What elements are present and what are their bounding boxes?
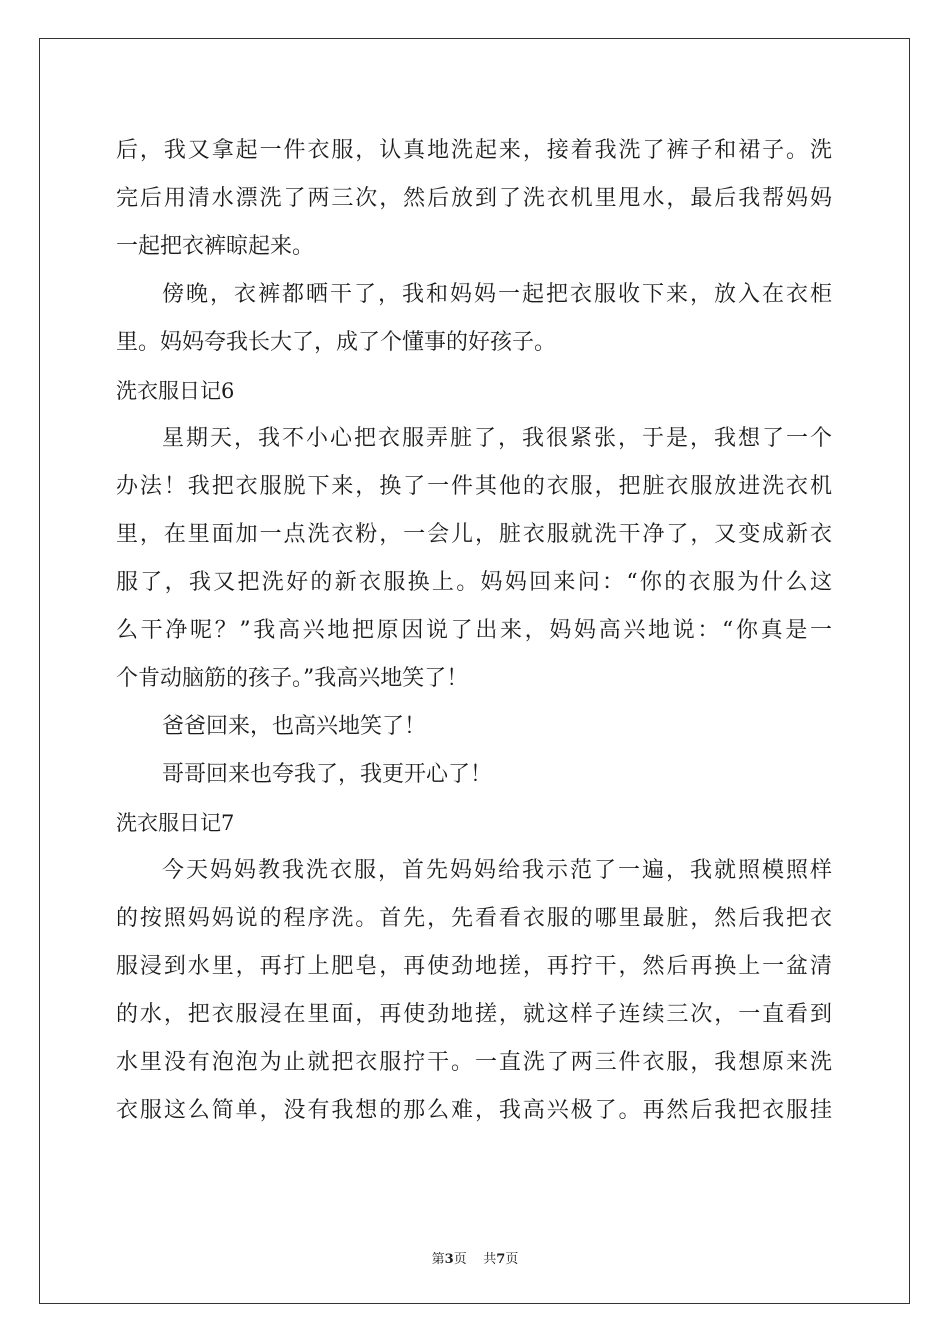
text-line: 个肯动脑筋的孩子。”我高兴地笑了！ — [116, 666, 469, 691]
text-line: 今天妈妈教我洗衣服，首先妈妈给我示范了一遍，我就照模照样 — [162, 858, 832, 883]
page-total: 7 — [496, 1252, 506, 1267]
text-line: 水里没有泡泡为止就把衣服拧干。一直洗了两三件衣服，我想原来洗 — [116, 1050, 832, 1075]
text-line: 的水，把衣服浸在里面，再使劲地搓，就这样子连续三次，一直看到 — [116, 1002, 832, 1027]
text-line: 办法！我把衣服脱下来，换了一件其他的衣服，把脏衣服放进洗衣机 — [116, 474, 832, 499]
section-heading: 洗衣服日记6 — [116, 379, 235, 403]
text-line: 里。妈妈夸我长大了，成了个懂事的好孩子。 — [116, 330, 557, 355]
text-line: 么干净呢？”我高兴地把原因说了出来，妈妈高兴地说：“你真是一 — [116, 618, 832, 643]
footer-prefix: 第 — [431, 1252, 445, 1267]
text-line: 服了，我又把洗好的新衣服换上。妈妈回来问：“你的衣服为什么这 — [116, 570, 832, 595]
footer-total-suffix: 页 — [505, 1252, 519, 1267]
footer-total-prefix: 共 — [483, 1252, 497, 1267]
text-line: 服浸到水里，再打上肥皂，再使劲地搓，再拧干，然后再换上一盆清 — [116, 954, 832, 979]
page-number: 3 — [444, 1252, 454, 1267]
text-line: 后，我又拿起一件衣服，认真地洗起来，接着我洗了裤子和裙子。洗 — [116, 138, 832, 163]
text-line: 的按照妈妈说的程序洗。首先，先看看衣服的哪里最脏，然后我把衣 — [116, 906, 832, 931]
text-line: 哥哥回来也夸我了，我更开心了！ — [162, 762, 493, 787]
text-line: 衣服这么简单，没有我想的那么难，我高兴极了。再然后我把衣服挂 — [116, 1098, 832, 1123]
section-heading: 洗衣服日记7 — [116, 811, 235, 835]
document-body — [116, 127, 832, 1135]
footer-page-suffix: 页 — [453, 1252, 467, 1267]
text-line: 里，在里面加一点洗衣粉，一会儿，脏衣服就洗干净了，又变成新衣 — [116, 522, 832, 547]
text-line: 完后用清水漂洗了两三次，然后放到了洗衣机里甩水，最后我帮妈妈 — [116, 186, 832, 211]
text-line: 傍晚，衣裤都晒干了，我和妈妈一起把衣服收下来，放入在衣柜 — [162, 282, 832, 307]
page-footer — [0, 1248, 950, 1267]
text-line: 爸爸回来，也高兴地笑了！ — [162, 714, 427, 739]
text-line: 星期天，我不小心把衣服弄脏了，我很紧张，于是，我想了一个 — [162, 426, 832, 451]
text-line: 一起把衣裤晾起来。 — [116, 234, 315, 259]
